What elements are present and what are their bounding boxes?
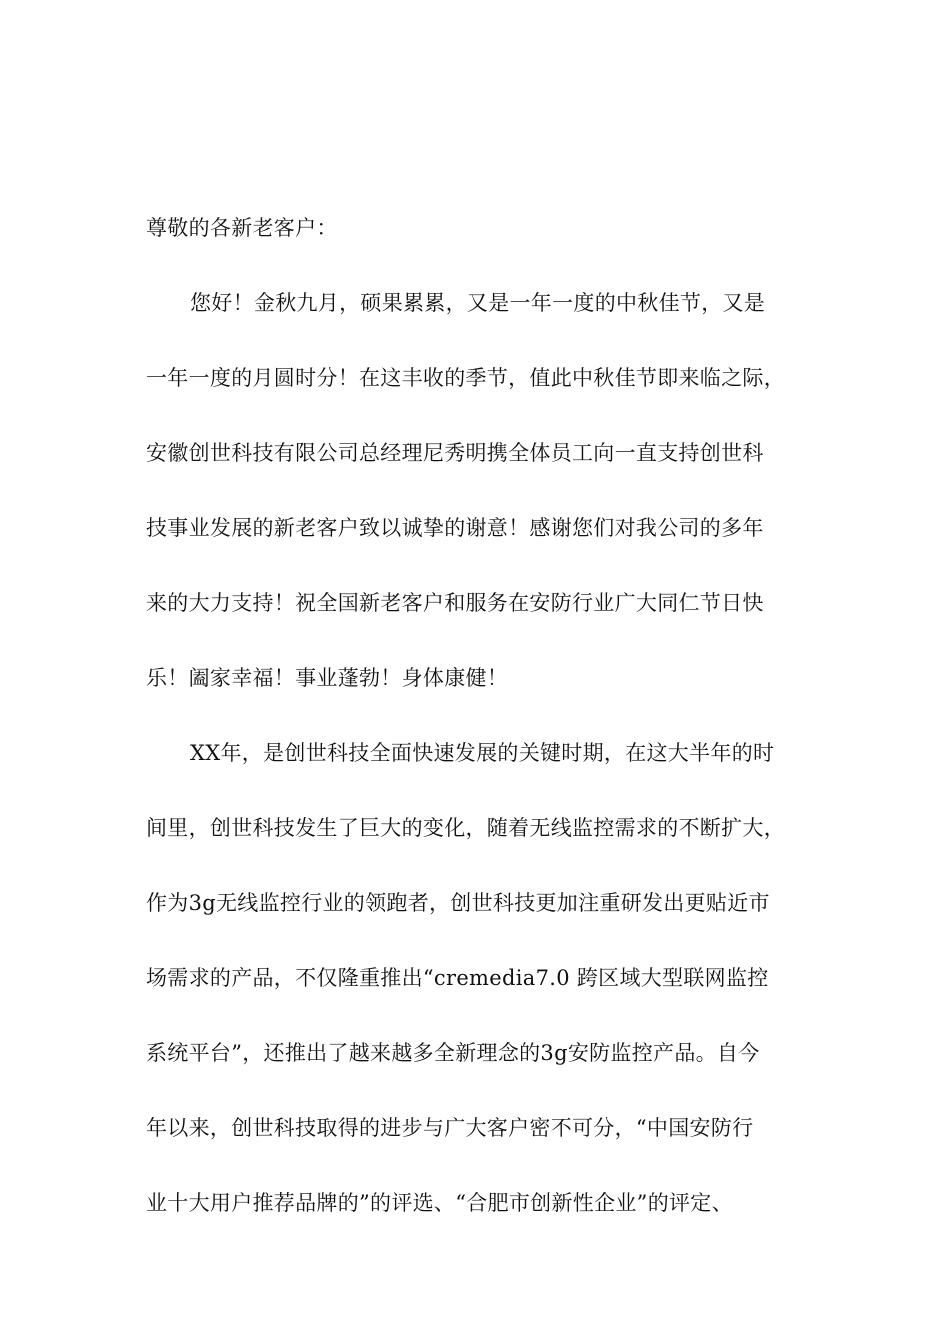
paragraph-2-line-3: 作为3g无线监控行业的领跑者，创世科技更加注重研发出更贴近市 (146, 891, 770, 915)
letter-body (146, 205, 811, 1255)
paragraph-1-line-3: 安徽创世科技有限公司总经理尼秀明携全体员工向一直支持创世科 (146, 441, 764, 465)
salutation: 尊敬的各新老客户： (146, 216, 338, 240)
paragraph-1-line-5: 来的大力支持！祝全国新老客户和服务在安防行业广大同仁节日快 (146, 591, 764, 615)
paragraph-2-line-1: XX年，是创世科技全面快速发展的关键时期，在这大半年的时 (190, 741, 775, 765)
paragraph-1-line-6: 乐！阖家幸福！事业蓬勃！身体康健！ (146, 666, 509, 690)
paragraph-2-line-5: 系统平台”，还推出了越来越多全新理念的3g安防监控产品。自今 (146, 1041, 760, 1065)
paragraph-2-line-7: 业十大用户推荐品牌的”的评选、“合肥市创新性企业”的评定、 (146, 1191, 733, 1215)
paragraph-2-line-6: 年以来，创世科技取得的进步与广大客户密不可分，“中国安防行 (146, 1116, 754, 1140)
paragraph-1-line-1: 您好！金秋九月，硕果累累，又是一年一度的中秋佳节，又是 (190, 291, 766, 315)
paragraph-2-line-4: 场需求的产品，不仅隆重推出“cremedia7.0 跨区域大型联网监控 (146, 966, 769, 990)
paragraph-2-line-2: 间里，创世科技发生了巨大的变化，随着无线监控需求的不断扩大， (146, 816, 785, 840)
paragraph-1-line-2: 一年一度的月圆时分！在这丰收的季节，值此中秋佳节即来临之际， (146, 366, 785, 390)
paragraph-1-line-4: 技事业发展的新老客户致以诚挚的谢意！感谢您们对我公司的多年 (146, 516, 764, 540)
